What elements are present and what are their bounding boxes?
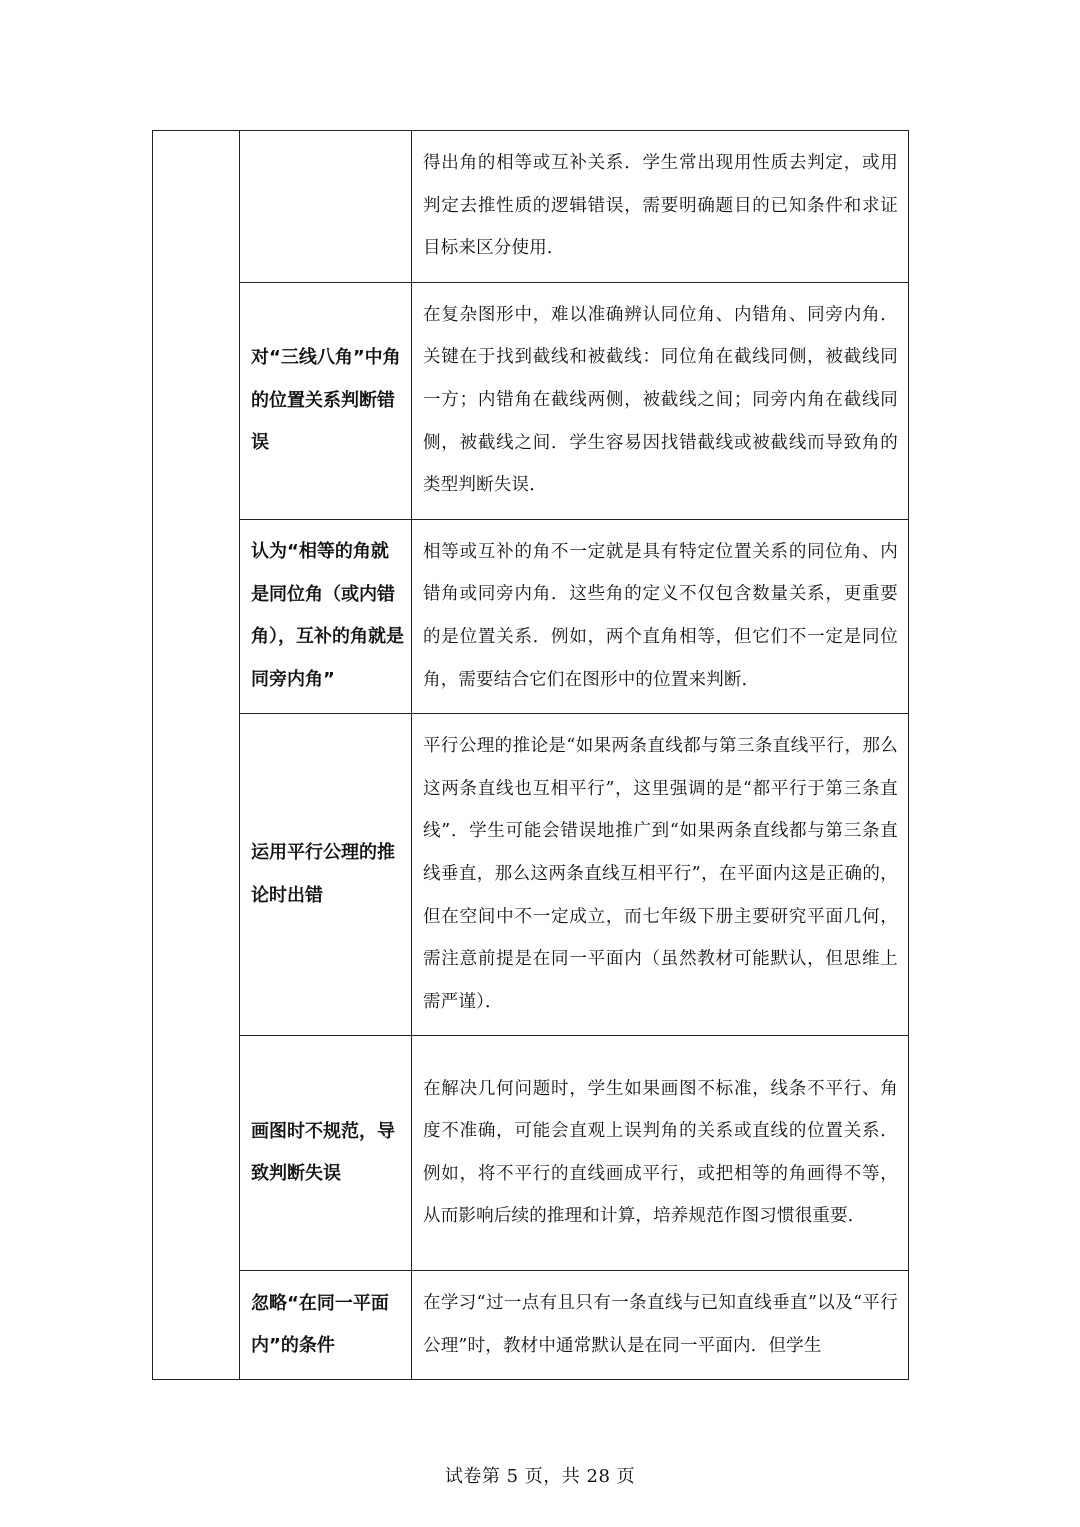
category-cell xyxy=(153,131,240,1380)
description-cell: 在解决几何问题时，学生如果画图不标准，线条不平行、角度不准确，可能会直观上误判角的关系或直线的位置关系．例如，将不平行的直线画成平行，或把相等的角画得不等，从而影响后续的推理和计算，培养规范作图习惯很重要． xyxy=(412,1036,909,1271)
topic-cell: 运用平行公理的推论时出错 xyxy=(240,714,412,1036)
topic-cell: 对“三线八角”中角的位置关系判断错误 xyxy=(240,282,412,519)
description-cell: 得出角的相等或互补关系．学生常出现用性质去判定，或用判定去推性质的逻辑错误，需要明确题目的已知条件和求证目标来区分使用． xyxy=(412,131,909,283)
topic-cell: 忽略“在同一平面内”的条件 xyxy=(240,1271,412,1380)
table-row xyxy=(153,519,909,713)
description-cell: 在学习“过一点有且只有一条直线与已知直线垂直”以及“平行公理”时，教材中通常默认是在同一平面内．但学生 xyxy=(412,1271,909,1380)
description-cell: 在复杂图形中，难以准确辨认同位角、内错角、同旁内角．关键在于找到截线和被截线：同位角在截线同侧，被截线同一方；内错角在截线两侧，被截线之间；同旁内角在截线同侧，被截线之间．学生容易因找错截线或被截线而导致角的类型判断失误． xyxy=(412,282,909,519)
topic-cell xyxy=(240,131,412,283)
topic-cell: 画图时不规范，导致判断失误 xyxy=(240,1036,412,1271)
table-row xyxy=(153,131,909,283)
page-number-footer: 试卷第 5 页，共 28 页 xyxy=(444,1466,636,1487)
description-cell: 相等或互补的角不一定就是具有特定位置关系的同位角、内错角或同旁内角．这些角的定义不仅包含数量关系，更重要的是位置关系．例如，两个直角相等，但它们不一定是同位角，需要结合它们在图形中的位置来判断． xyxy=(412,519,909,713)
error-analysis-table xyxy=(152,130,909,1380)
topic-cell: 认为“相等的角就是同位角（或内错角），互补的角就是同旁内角” xyxy=(240,519,412,713)
table-row xyxy=(153,1036,909,1271)
description-cell: 平行公理的推论是“如果两条直线都与第三条直线平行，那么这两条直线也互相平行”，这里强调的是“都平行于第三条直线”．学生可能会错误地推广到“如果两条直线都与第三条直线垂直，那么这两条直线互相平行”，在平面内这是正确的，但在空间中不一定成立，而七年级下册主要研究平面几何，需注意前提是在同一平面内（虽然教材可能默认，但思维上需严谨）． xyxy=(412,714,909,1036)
table-row xyxy=(153,714,909,1036)
table-row xyxy=(153,1271,909,1380)
table-row xyxy=(153,282,909,519)
